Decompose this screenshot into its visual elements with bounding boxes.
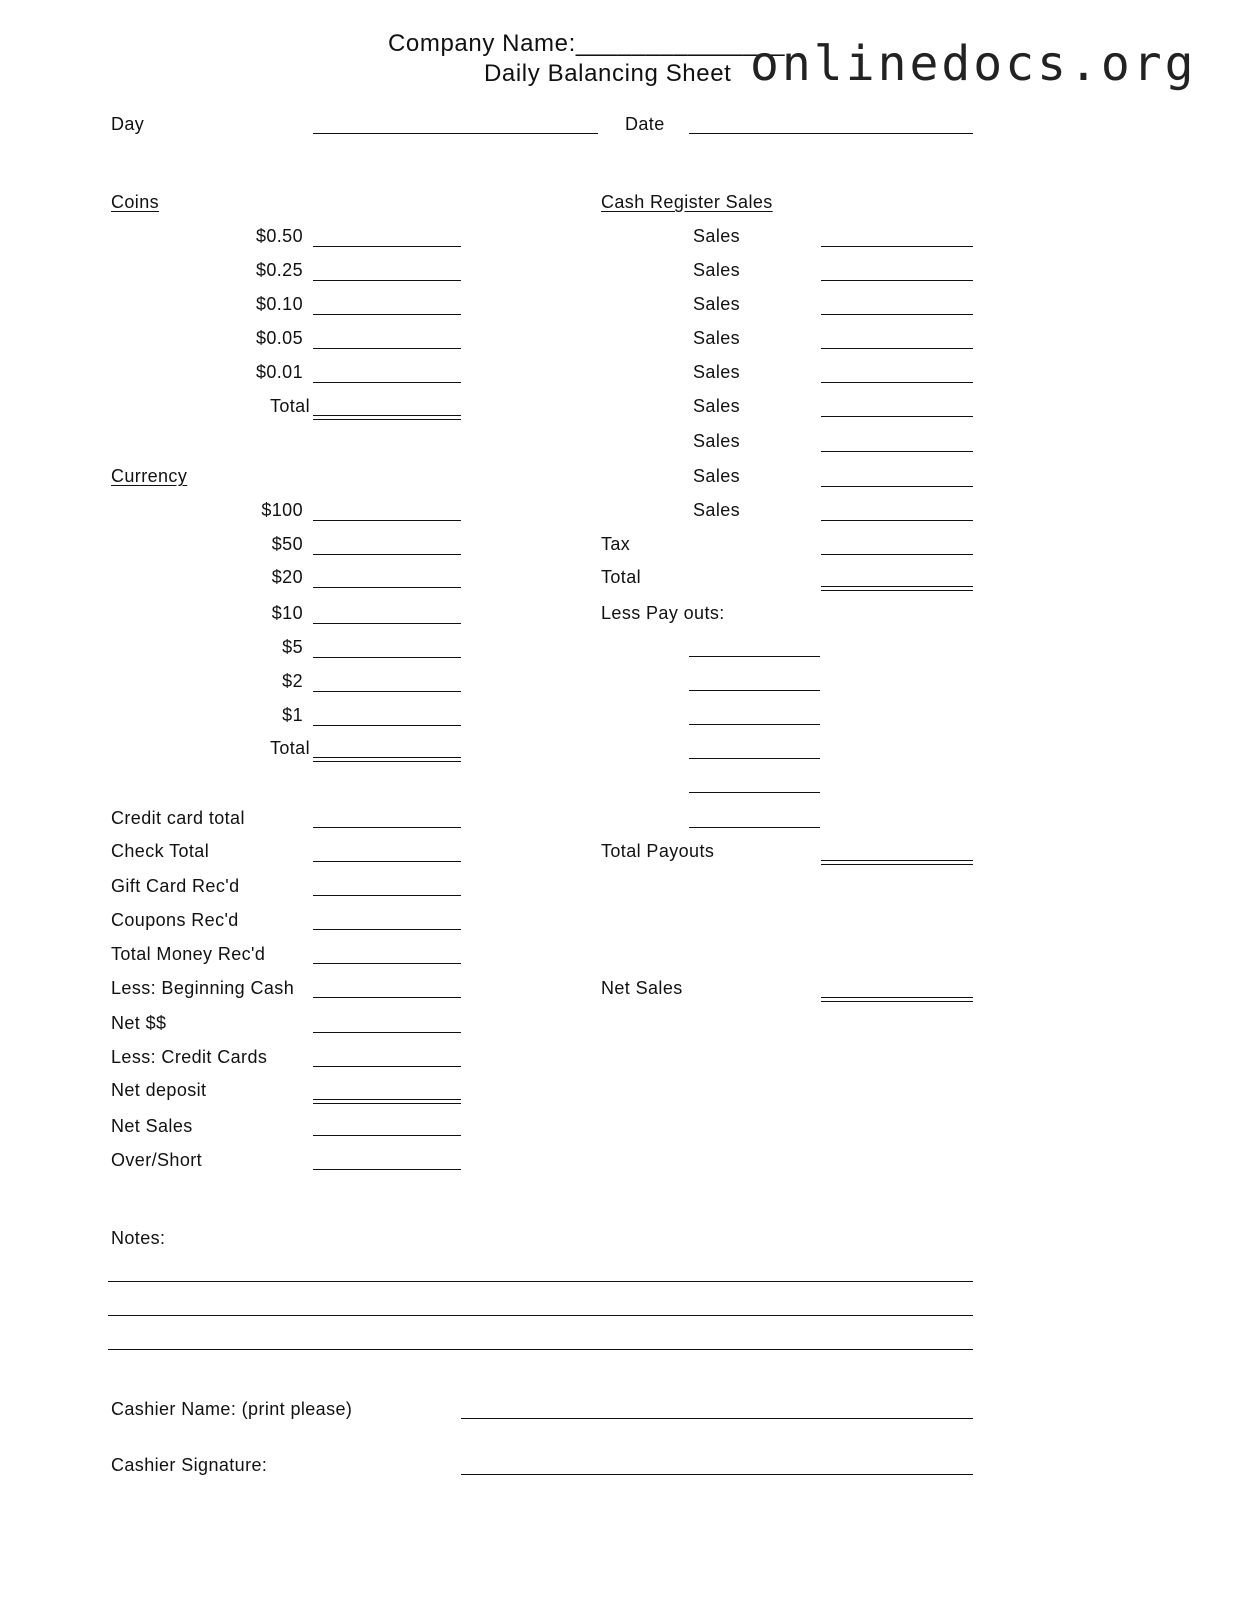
- currency-amount-field[interactable]: [313, 587, 461, 588]
- sales-label: Sales: [693, 328, 741, 348]
- coin-denomination-label: $0.05: [255, 328, 303, 348]
- summary-item-label: Gift Card Rec'd: [111, 876, 240, 896]
- total-payouts-field[interactable]: [821, 860, 973, 865]
- summary-item-field[interactable]: [313, 861, 461, 862]
- summary-item-label: Check Total: [111, 841, 210, 861]
- sales-label: Sales: [693, 466, 741, 486]
- notes-line[interactable]: [108, 1349, 973, 1350]
- tax-field[interactable]: [821, 554, 973, 555]
- currency-denomination-label: $50: [271, 534, 303, 554]
- summary-item-field[interactable]: [313, 1135, 461, 1136]
- currency-amount-field[interactable]: [313, 725, 461, 726]
- coins-total-label: Total: [269, 396, 310, 416]
- register-total-field[interactable]: [821, 586, 973, 591]
- company-name-blank: _______________: [575, 30, 786, 57]
- coin-amount-field[interactable]: [313, 348, 461, 349]
- sales-label: Sales: [693, 431, 741, 451]
- coin-denomination-label: $0.25: [255, 260, 303, 280]
- summary-item-label: Total Money Rec'd: [111, 944, 266, 964]
- currency-amount-field[interactable]: [313, 554, 461, 555]
- sales-amount-field[interactable]: [821, 451, 973, 452]
- sales-amount-field[interactable]: [821, 314, 973, 315]
- currency-denomination-label: $10: [271, 603, 303, 623]
- watermark-text: onlinedocs.org: [750, 36, 1197, 92]
- register-total-label: Total: [601, 567, 642, 587]
- summary-item-field[interactable]: [313, 963, 461, 964]
- sales-amount-field[interactable]: [821, 382, 973, 383]
- summary-item-field[interactable]: [313, 1032, 461, 1033]
- sales-label: Sales: [693, 260, 741, 280]
- coin-denomination-label: $0.10: [255, 294, 303, 314]
- summary-item-label: Less: Credit Cards: [111, 1047, 268, 1067]
- date-field[interactable]: [689, 133, 973, 134]
- coins-heading: Coins: [111, 192, 160, 212]
- net-sales-label-right: Net Sales: [601, 978, 683, 998]
- day-label: Day: [111, 114, 145, 134]
- coin-denomination-label: $0.50: [255, 226, 303, 246]
- currency-amount-field[interactable]: [313, 657, 461, 658]
- day-field[interactable]: [313, 133, 598, 134]
- page-title: Daily Balancing Sheet: [484, 60, 732, 87]
- sales-label: Sales: [693, 226, 741, 246]
- coin-amount-field[interactable]: [313, 314, 461, 315]
- notes-line[interactable]: [108, 1315, 973, 1316]
- summary-item-field[interactable]: [313, 1066, 461, 1067]
- date-label: Date: [625, 114, 665, 134]
- summary-item-label: Net Sales: [111, 1116, 193, 1136]
- sales-amount-field[interactable]: [821, 520, 973, 521]
- currency-denomination-label: $2: [282, 671, 303, 691]
- cashier-name-field[interactable]: [461, 1418, 973, 1419]
- currency-amount-field[interactable]: [313, 623, 461, 624]
- currency-denomination-label: $100: [261, 500, 303, 520]
- currency-denomination-label: $5: [282, 637, 303, 657]
- currency-total-field[interactable]: [313, 757, 461, 762]
- cashier-name-label: Cashier Name: (print please): [111, 1399, 353, 1419]
- sales-label: Sales: [693, 500, 741, 520]
- cash-register-sales-heading: Cash Register Sales: [601, 192, 773, 212]
- summary-item-field[interactable]: [313, 997, 461, 998]
- payout-field[interactable]: [689, 690, 820, 691]
- cashier-signature-field[interactable]: [461, 1474, 973, 1475]
- summary-item-field[interactable]: [313, 929, 461, 930]
- currency-total-label: Total: [269, 738, 310, 758]
- sales-label: Sales: [693, 396, 741, 416]
- currency-amount-field[interactable]: [313, 691, 461, 692]
- sales-amount-field[interactable]: [821, 486, 973, 487]
- summary-item-field[interactable]: [313, 895, 461, 896]
- payout-field[interactable]: [689, 656, 820, 657]
- net-sales-field-right[interactable]: [821, 997, 973, 1002]
- total-payouts-label: Total Payouts: [601, 841, 715, 861]
- summary-item-label: Less: Beginning Cash: [111, 978, 295, 998]
- payout-field[interactable]: [689, 758, 820, 759]
- sales-amount-field[interactable]: [821, 246, 973, 247]
- payout-field[interactable]: [689, 724, 820, 725]
- company-name-label: Company Name:_______________: [388, 30, 786, 57]
- notes-line[interactable]: [108, 1281, 973, 1282]
- coin-amount-field[interactable]: [313, 280, 461, 281]
- payout-field[interactable]: [689, 827, 820, 828]
- currency-heading: Currency: [111, 466, 188, 486]
- summary-item-field[interactable]: [313, 1099, 461, 1104]
- coin-amount-field[interactable]: [313, 246, 461, 247]
- cashier-signature-label: Cashier Signature:: [111, 1455, 268, 1475]
- summary-item-label: Coupons Rec'd: [111, 910, 239, 930]
- sales-label: Sales: [693, 294, 741, 314]
- summary-item-label: Over/Short: [111, 1150, 203, 1170]
- tax-label: Tax: [601, 534, 631, 554]
- summary-item-field[interactable]: [313, 827, 461, 828]
- coin-denomination-label: $0.01: [255, 362, 303, 382]
- coins-total-field[interactable]: [313, 415, 461, 420]
- currency-denomination-label: $20: [271, 567, 303, 587]
- currency-amount-field[interactable]: [313, 520, 461, 521]
- summary-item-label: Net deposit: [111, 1080, 207, 1100]
- summary-item-field[interactable]: [313, 1169, 461, 1170]
- coin-amount-field[interactable]: [313, 382, 461, 383]
- sales-amount-field[interactable]: [821, 280, 973, 281]
- payout-field[interactable]: [689, 792, 820, 793]
- notes-label: Notes:: [111, 1228, 166, 1248]
- less-payouts-label: Less Pay outs:: [601, 603, 725, 623]
- sales-amount-field[interactable]: [821, 348, 973, 349]
- currency-denomination-label: $1: [282, 705, 303, 725]
- sales-label: Sales: [693, 362, 741, 382]
- summary-item-label: Net $$: [111, 1013, 167, 1033]
- summary-item-label: Credit card total: [111, 808, 245, 828]
- sales-amount-field[interactable]: [821, 416, 973, 417]
